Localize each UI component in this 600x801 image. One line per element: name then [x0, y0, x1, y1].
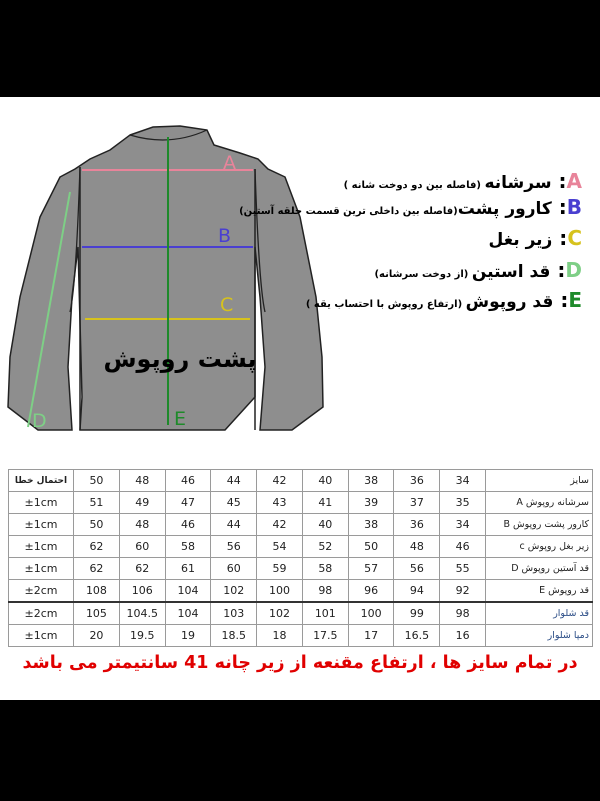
row-label: قد شلوار: [486, 602, 593, 625]
table-cell: 101: [302, 602, 348, 625]
table-cell: 42: [257, 514, 303, 536]
table-cell: 96: [348, 580, 394, 603]
table-cell: 56: [394, 558, 440, 580]
legend-note: (فاصله بین داخلی ترین قسمت حلقه آستین): [239, 206, 458, 217]
legend-note: (از دوخت سرشانه): [374, 269, 472, 280]
table-cell: 46: [165, 514, 211, 536]
legend-name: سرشانه: [484, 173, 552, 193]
table-cell: 100: [257, 580, 303, 603]
legend-key: C: [567, 226, 582, 250]
table-cell: 37: [394, 492, 440, 514]
tolerance-cell: ±1cm: [9, 536, 74, 558]
row-label: قد آستین روپوش D: [486, 558, 593, 580]
tolerance-cell: ±1cm: [9, 625, 74, 647]
footer-note: در تمام سایز ها ، ارتفاع مقنعه از زیر چانه 41 سانتیمتر می باشد: [22, 653, 578, 673]
table-cell: 34: [440, 514, 486, 536]
legend-row-b: B: کارور پشت(فاصله بین داخلی ترین قسمت حلقه آستین): [239, 195, 582, 219]
table-cell: 60: [119, 536, 165, 558]
size-table: [8, 469, 593, 647]
center-label: پشت روپوش: [103, 345, 257, 373]
size-col: 46: [165, 470, 211, 492]
size-col: 40: [302, 470, 348, 492]
legend-row-d: D: قد استین (از دوخت سرشانه): [374, 258, 582, 282]
row-label: سرشانه روپوش A: [486, 492, 593, 514]
table-cell: 40: [302, 514, 348, 536]
size-col: 44: [211, 470, 257, 492]
table-cell: 18.5: [211, 625, 257, 647]
table-cell: 108: [74, 580, 120, 603]
marker-e: E: [174, 408, 187, 430]
table-cell: 100: [348, 602, 394, 625]
table-cell: 16: [440, 625, 486, 647]
table-cell: 17: [348, 625, 394, 647]
table-cell: 60: [211, 558, 257, 580]
marker-d: D: [32, 410, 47, 432]
tolerance-header: احتمال خطا: [9, 470, 74, 492]
table-row: [9, 580, 593, 603]
table-header-row: [9, 470, 593, 492]
table-row: [9, 625, 593, 647]
table-cell: 19.5: [119, 625, 165, 647]
table-cell: 50: [74, 514, 120, 536]
tolerance-cell: ±2cm: [9, 602, 74, 625]
table-cell: 43: [257, 492, 303, 514]
tolerance-cell: ±1cm: [9, 558, 74, 580]
tolerance-cell: ±1cm: [9, 514, 74, 536]
table-cell: 59: [257, 558, 303, 580]
marker-b: B: [218, 225, 232, 247]
table-cell: 35: [440, 492, 486, 514]
legend-note: (فاصله بین دو دوخت شانه ): [343, 180, 485, 191]
legend-name: زیر بغل: [488, 230, 553, 250]
size-col: 36: [394, 470, 440, 492]
legend-name: قد روپوش: [465, 292, 554, 312]
table-cell: 41: [302, 492, 348, 514]
table-cell: 55: [440, 558, 486, 580]
table-cell: 48: [119, 514, 165, 536]
legend-name: قد استین: [471, 262, 551, 282]
legend-name: کارور پشت: [457, 199, 552, 219]
table-cell: 106: [119, 580, 165, 603]
table-cell: 19: [165, 625, 211, 647]
legend-key: A: [566, 169, 582, 193]
table-cell: 102: [211, 580, 257, 603]
size-col: 50: [74, 470, 120, 492]
table-cell: 61: [165, 558, 211, 580]
row-label: کارور پشت روپوش B: [486, 514, 593, 536]
table-row: [9, 492, 593, 514]
table-cell: 94: [394, 580, 440, 603]
legend-row-e: E: قد روپوش (ارتفاع روپوش با احتساب یقه ): [305, 288, 582, 312]
table-cell: 54: [257, 536, 303, 558]
legend-key: E: [568, 288, 582, 312]
table-cell: 62: [74, 558, 120, 580]
table-cell: 57: [348, 558, 394, 580]
table-cell: 16.5: [394, 625, 440, 647]
marker-c: C: [220, 294, 234, 316]
table-cell: 104: [165, 602, 211, 625]
legend-row-a: A: سرشانه (فاصله بین دو دوخت شانه ): [343, 169, 582, 193]
table-cell: 17.5: [302, 625, 348, 647]
table-cell: 52: [302, 536, 348, 558]
table-cell: 45: [211, 492, 257, 514]
row-label: قد روپوش E: [486, 580, 593, 603]
table-cell: 48: [394, 536, 440, 558]
size-chart-sheet: [0, 97, 600, 700]
legend-row-c: C: زیر بغل: [488, 226, 582, 250]
table-cell: 46: [440, 536, 486, 558]
marker-a: A: [223, 152, 236, 174]
table-cell: 36: [394, 514, 440, 536]
tolerance-cell: ±2cm: [9, 580, 74, 603]
row-label: دمپا شلوار: [486, 625, 593, 647]
size-col: 38: [348, 470, 394, 492]
size-col: 48: [119, 470, 165, 492]
table-cell: 56: [211, 536, 257, 558]
table-cell: 104.5: [119, 602, 165, 625]
table-cell: 102: [257, 602, 303, 625]
table-cell: 20: [74, 625, 120, 647]
table-row: [9, 514, 593, 536]
table-row: [9, 558, 593, 580]
table-cell: 44: [211, 514, 257, 536]
table-cell: 99: [394, 602, 440, 625]
table-cell: 62: [119, 558, 165, 580]
table-cell: 49: [119, 492, 165, 514]
table-cell: 18: [257, 625, 303, 647]
table-cell: 38: [348, 514, 394, 536]
table-cell: 92: [440, 580, 486, 603]
table-cell: 58: [165, 536, 211, 558]
size-header: سایز: [486, 470, 593, 492]
table-cell: 47: [165, 492, 211, 514]
table-cell: 50: [348, 536, 394, 558]
table-cell: 104: [165, 580, 211, 603]
table-cell: 58: [302, 558, 348, 580]
table-row: [9, 536, 593, 558]
table-cell: 98: [440, 602, 486, 625]
table-cell: 98: [302, 580, 348, 603]
tolerance-cell: ±1cm: [9, 492, 74, 514]
table-row: [9, 602, 593, 625]
legend-note: (ارتفاع روپوش با احتساب یقه ): [305, 299, 466, 310]
size-col: 34: [440, 470, 486, 492]
legend-key: D: [565, 258, 582, 282]
table-cell: 51: [74, 492, 120, 514]
table-cell: 62: [74, 536, 120, 558]
legend-key: B: [566, 195, 582, 219]
row-label: زیر بغل روپوش c: [486, 536, 593, 558]
table-cell: 39: [348, 492, 394, 514]
table-cell: 103: [211, 602, 257, 625]
table-cell: 105: [74, 602, 120, 625]
size-col: 42: [257, 470, 303, 492]
